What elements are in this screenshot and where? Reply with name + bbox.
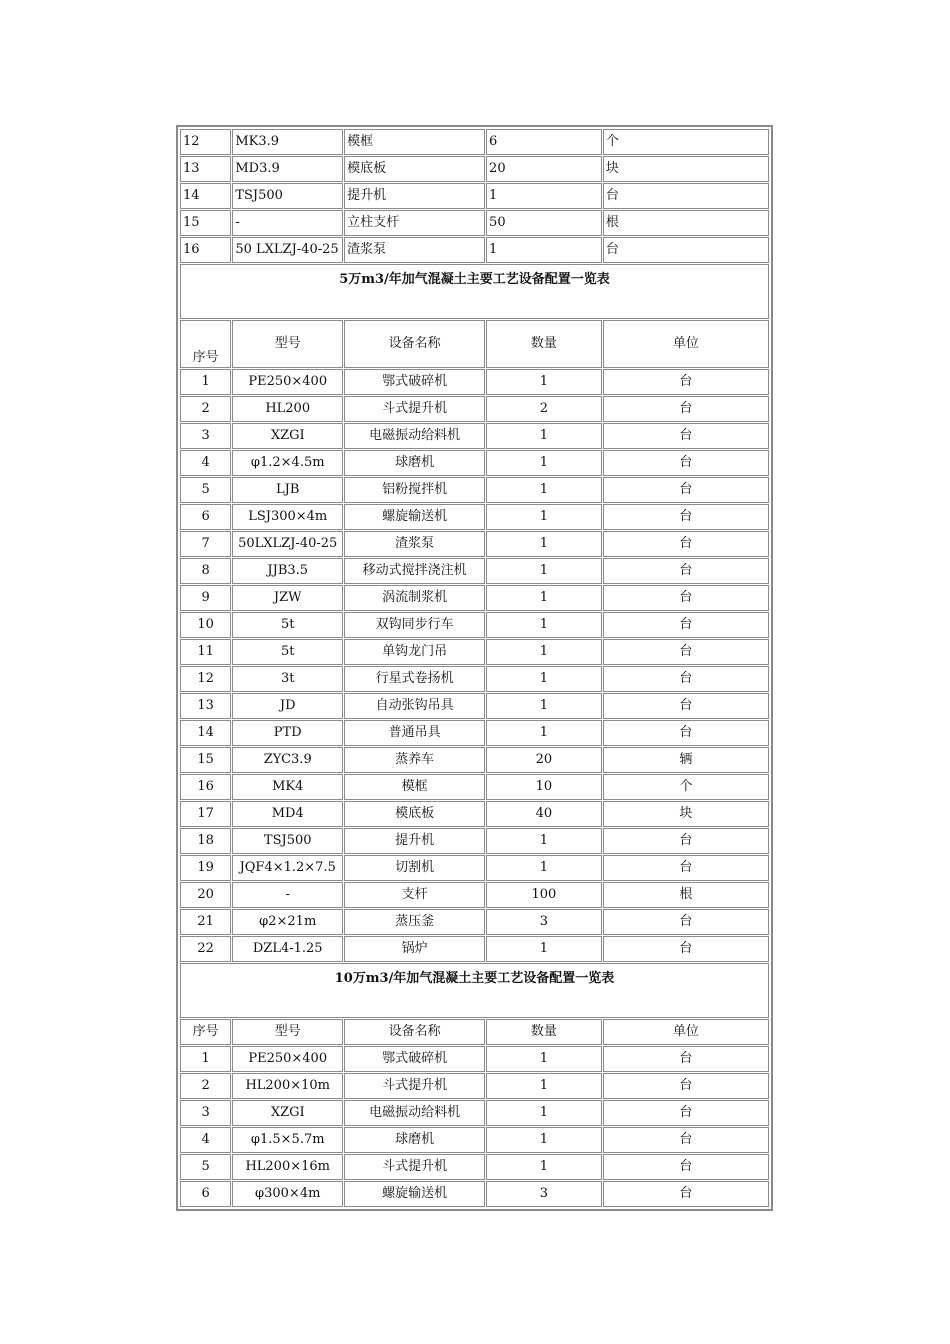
table-row	[180, 1073, 769, 1099]
unit-cell: 台	[603, 1046, 769, 1072]
equipment-name-cell: 电磁振动给料机	[344, 1100, 485, 1126]
seq-cell: 8	[180, 558, 231, 584]
model-cell: MD4	[232, 801, 343, 827]
unit-cell: 台	[603, 369, 769, 395]
seq-cell: 22	[180, 936, 231, 962]
equipment-name-cell: 斗式提升机	[344, 1154, 485, 1180]
table-row	[180, 1154, 769, 1180]
table-row	[180, 1181, 769, 1207]
table-row	[180, 936, 769, 962]
quantity-cell: 1	[486, 504, 602, 530]
table-row	[180, 129, 769, 155]
table-title: 5万m3/年加气混凝土主要工艺设备配置一览表	[180, 264, 769, 319]
table-row	[180, 423, 769, 449]
model-cell: φ1.5×5.7m	[232, 1127, 343, 1153]
unit-cell: 台	[603, 1154, 769, 1180]
model-cell: TSJ500	[232, 828, 343, 854]
model-cell: -	[232, 882, 343, 908]
unit-cell: 辆	[603, 747, 769, 773]
equipment-name-cell: 提升机	[344, 183, 485, 209]
seq-cell: 15	[180, 210, 231, 236]
unit-cell: 台	[603, 666, 769, 692]
table-row	[180, 450, 769, 476]
seq-cell: 2	[180, 1073, 231, 1099]
seq-cell: 21	[180, 909, 231, 935]
quantity-cell: 20	[486, 747, 602, 773]
equipment-table	[179, 128, 770, 1208]
model-cell: 3t	[232, 666, 343, 692]
model-cell: MK3.9	[232, 129, 343, 155]
seq-cell: 14	[180, 183, 231, 209]
quantity-cell: 1	[486, 639, 602, 665]
unit-cell: 台	[603, 828, 769, 854]
table-title: 10万m3/年加气混凝土主要工艺设备配置一览表	[180, 963, 769, 1018]
table-row	[180, 1127, 769, 1153]
table-row	[180, 855, 769, 881]
header-model: 型号	[232, 1019, 343, 1045]
quantity-cell: 1	[486, 558, 602, 584]
unit-cell: 台	[603, 639, 769, 665]
equipment-name-cell: 铝粉搅拌机	[344, 477, 485, 503]
unit-cell: 个	[603, 774, 769, 800]
unit-cell: 台	[603, 1100, 769, 1126]
table-header-row	[180, 320, 769, 368]
equipment-name-cell: 电磁振动给料机	[344, 423, 485, 449]
model-cell: JD	[232, 693, 343, 719]
quantity-cell: 50	[486, 210, 602, 236]
equipment-name-cell: 球磨机	[344, 1127, 485, 1153]
seq-cell: 18	[180, 828, 231, 854]
quantity-cell: 1	[486, 183, 602, 209]
quantity-cell: 40	[486, 801, 602, 827]
table-row	[180, 909, 769, 935]
quantity-cell: 1	[486, 237, 602, 263]
unit-cell: 台	[603, 531, 769, 557]
table-row	[180, 1046, 769, 1072]
model-cell: PE250×400	[232, 369, 343, 395]
unit-cell: 根	[603, 882, 769, 908]
model-cell: LSJ300×4m	[232, 504, 343, 530]
equipment-name-cell: 模底板	[344, 156, 485, 182]
quantity-cell: 3	[486, 1181, 602, 1207]
equipment-name-cell: 鄂式破碎机	[344, 369, 485, 395]
quantity-cell: 3	[486, 909, 602, 935]
unit-cell: 台	[603, 720, 769, 746]
quantity-cell: 1	[486, 855, 602, 881]
unit-cell: 台	[603, 855, 769, 881]
header-unit: 单位	[603, 1019, 769, 1045]
table-row	[180, 774, 769, 800]
table-row	[180, 210, 769, 236]
seq-cell: 12	[180, 666, 231, 692]
equipment-name-cell: 螺旋输送机	[344, 1181, 485, 1207]
table-row	[180, 156, 769, 182]
table-row	[180, 558, 769, 584]
seq-cell: 6	[180, 1181, 231, 1207]
unit-cell: 块	[603, 801, 769, 827]
quantity-cell: 1	[486, 477, 602, 503]
table-row	[180, 720, 769, 746]
quantity-cell: 1	[486, 1073, 602, 1099]
model-cell: 50 LXLZJ-40-25	[232, 237, 343, 263]
table-row	[180, 183, 769, 209]
unit-cell: 台	[603, 1127, 769, 1153]
seq-cell: 20	[180, 882, 231, 908]
equipment-name-cell: 渣浆泵	[344, 531, 485, 557]
table-row	[180, 585, 769, 611]
table-row	[180, 693, 769, 719]
seq-cell: 1	[180, 369, 231, 395]
header-unit: 单位	[603, 320, 769, 368]
model-cell: HL200×10m	[232, 1073, 343, 1099]
seq-cell: 4	[180, 1127, 231, 1153]
equipment-name-cell: 渣浆泵	[344, 237, 485, 263]
header-seq: 序号	[180, 1019, 231, 1045]
equipment-name-cell: 普通吊具	[344, 720, 485, 746]
header-seq: 序号	[180, 320, 231, 368]
equipment-name-cell: 蒸养车	[344, 747, 485, 773]
header-quantity: 数量	[486, 320, 602, 368]
unit-cell: 台	[603, 504, 769, 530]
quantity-cell: 100	[486, 882, 602, 908]
table-row	[180, 237, 769, 263]
quantity-cell: 20	[486, 156, 602, 182]
document-table-frame	[176, 125, 773, 1211]
table-row	[180, 369, 769, 395]
unit-cell: 台	[603, 909, 769, 935]
table-row	[180, 747, 769, 773]
unit-cell: 台	[603, 612, 769, 638]
seq-cell: 17	[180, 801, 231, 827]
model-cell: -	[232, 210, 343, 236]
table-header-row	[180, 1019, 769, 1045]
model-cell: HL200	[232, 396, 343, 422]
model-cell: JJB3.5	[232, 558, 343, 584]
unit-cell: 台	[603, 450, 769, 476]
quantity-cell: 1	[486, 612, 602, 638]
header-equipment-name: 设备名称	[344, 1019, 485, 1045]
seq-cell: 16	[180, 237, 231, 263]
quantity-cell: 1	[486, 531, 602, 557]
equipment-name-cell: 涡流制浆机	[344, 585, 485, 611]
unit-cell: 台	[603, 558, 769, 584]
equipment-name-cell: 锅炉	[344, 936, 485, 962]
model-cell: φ300×4m	[232, 1181, 343, 1207]
quantity-cell: 1	[486, 1100, 602, 1126]
seq-cell: 3	[180, 1100, 231, 1126]
quantity-cell: 2	[486, 396, 602, 422]
model-cell: φ1.2×4.5m	[232, 450, 343, 476]
equipment-name-cell: 双钩同步行车	[344, 612, 485, 638]
model-cell: DZL4-1.25	[232, 936, 343, 962]
unit-cell: 台	[603, 1073, 769, 1099]
seq-cell: 7	[180, 531, 231, 557]
table-row	[180, 477, 769, 503]
quantity-cell: 6	[486, 129, 602, 155]
quantity-cell: 1	[486, 1046, 602, 1072]
equipment-name-cell: 立柱支杆	[344, 210, 485, 236]
seq-cell: 16	[180, 774, 231, 800]
equipment-name-cell: 模框	[344, 774, 485, 800]
header-equipment-name: 设备名称	[344, 320, 485, 368]
unit-cell: 台	[603, 477, 769, 503]
equipment-name-cell: 提升机	[344, 828, 485, 854]
header-model: 型号	[232, 320, 343, 368]
table-row	[180, 882, 769, 908]
unit-cell: 块	[603, 156, 769, 182]
equipment-name-cell: 单钩龙门吊	[344, 639, 485, 665]
seq-cell: 14	[180, 720, 231, 746]
seq-cell: 4	[180, 450, 231, 476]
quantity-cell: 1	[486, 450, 602, 476]
quantity-cell: 1	[486, 585, 602, 611]
quantity-cell: 1	[486, 936, 602, 962]
quantity-cell: 1	[486, 1154, 602, 1180]
equipment-name-cell: 斗式提升机	[344, 1073, 485, 1099]
unit-cell: 台	[603, 183, 769, 209]
equipment-name-cell: 自动张钩吊具	[344, 693, 485, 719]
table-row	[180, 612, 769, 638]
equipment-name-cell: 球磨机	[344, 450, 485, 476]
seq-cell: 12	[180, 129, 231, 155]
model-cell: HL200×16m	[232, 1154, 343, 1180]
equipment-name-cell: 模框	[344, 129, 485, 155]
seq-cell: 5	[180, 477, 231, 503]
table-row	[180, 1100, 769, 1126]
table-row	[180, 666, 769, 692]
seq-cell: 9	[180, 585, 231, 611]
table-row	[180, 639, 769, 665]
seq-cell: 13	[180, 156, 231, 182]
quantity-cell: 1	[486, 666, 602, 692]
unit-cell: 台	[603, 936, 769, 962]
unit-cell: 根	[603, 210, 769, 236]
equipment-name-cell: 斗式提升机	[344, 396, 485, 422]
quantity-cell: 1	[486, 1127, 602, 1153]
quantity-cell: 1	[486, 369, 602, 395]
model-cell: φ2×21m	[232, 909, 343, 935]
model-cell: 5t	[232, 639, 343, 665]
table-row	[180, 504, 769, 530]
seq-cell: 6	[180, 504, 231, 530]
equipment-name-cell: 行星式卷扬机	[344, 666, 485, 692]
equipment-name-cell: 支杆	[344, 882, 485, 908]
quantity-cell: 1	[486, 423, 602, 449]
model-cell: XZGI	[232, 423, 343, 449]
table-title-row	[180, 264, 769, 319]
equipment-name-cell: 蒸压釜	[344, 909, 485, 935]
equipment-name-cell: 切割机	[344, 855, 485, 881]
seq-cell: 1	[180, 1046, 231, 1072]
model-cell: MK4	[232, 774, 343, 800]
quantity-cell: 1	[486, 828, 602, 854]
unit-cell: 台	[603, 693, 769, 719]
unit-cell: 台	[603, 1181, 769, 1207]
model-cell: 5t	[232, 612, 343, 638]
model-cell: PE250×400	[232, 1046, 343, 1072]
equipment-name-cell: 鄂式破碎机	[344, 1046, 485, 1072]
header-quantity: 数量	[486, 1019, 602, 1045]
unit-cell: 台	[603, 423, 769, 449]
seq-cell: 15	[180, 747, 231, 773]
unit-cell: 台	[603, 396, 769, 422]
table-row	[180, 828, 769, 854]
model-cell: PTD	[232, 720, 343, 746]
quantity-cell: 1	[486, 720, 602, 746]
equipment-name-cell: 模底板	[344, 801, 485, 827]
table-row	[180, 396, 769, 422]
model-cell: XZGI	[232, 1100, 343, 1126]
quantity-cell: 10	[486, 774, 602, 800]
model-cell: JQF4×1.2×7.5	[232, 855, 343, 881]
equipment-name-cell: 螺旋输送机	[344, 504, 485, 530]
model-cell: TSJ500	[232, 183, 343, 209]
quantity-cell: 1	[486, 693, 602, 719]
model-cell: 50LXLZJ-40-25	[232, 531, 343, 557]
seq-cell: 13	[180, 693, 231, 719]
table-title-row	[180, 963, 769, 1018]
model-cell: ZYC3.9	[232, 747, 343, 773]
seq-cell: 11	[180, 639, 231, 665]
model-cell: MD3.9	[232, 156, 343, 182]
seq-cell: 3	[180, 423, 231, 449]
table-row	[180, 801, 769, 827]
unit-cell: 个	[603, 129, 769, 155]
seq-cell: 19	[180, 855, 231, 881]
seq-cell: 5	[180, 1154, 231, 1180]
seq-cell: 2	[180, 396, 231, 422]
model-cell: JZW	[232, 585, 343, 611]
table-row	[180, 531, 769, 557]
equipment-name-cell: 移动式搅拌浇注机	[344, 558, 485, 584]
seq-cell: 10	[180, 612, 231, 638]
model-cell: LJB	[232, 477, 343, 503]
unit-cell: 台	[603, 585, 769, 611]
unit-cell: 台	[603, 237, 769, 263]
